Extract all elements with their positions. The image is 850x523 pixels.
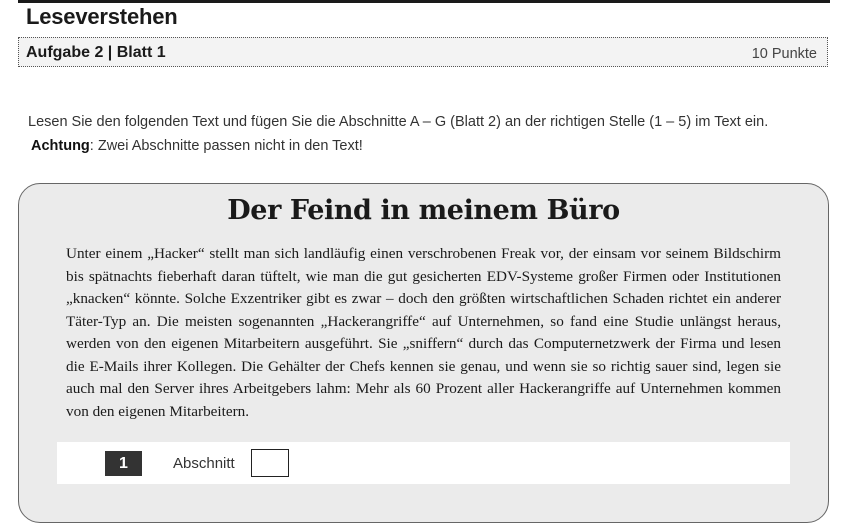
answer-label: Abschnitt bbox=[173, 455, 235, 472]
instruction-text: Lesen Sie den folgenden Text und fügen Sie die Abschnitte A – G (Blatt 2) an der richtigen Stelle (1 – 5) im Text ein. bbox=[28, 114, 769, 130]
task-header bbox=[18, 37, 828, 67]
instruction-note bbox=[28, 134, 828, 158]
note-label: Achtung bbox=[31, 138, 90, 154]
gap-number-badge: 1 bbox=[105, 451, 142, 476]
section-title: Leseverstehen bbox=[26, 4, 178, 29]
task-points: 10 Punkte bbox=[751, 46, 817, 62]
answer-row bbox=[57, 442, 790, 484]
task-title: Aufgabe 2 | Blatt 1 bbox=[26, 44, 166, 61]
article-card bbox=[18, 183, 829, 523]
article-body: Unter einem „Hacker“ stellt man sich landläufig einen verschrobenen Freak vor, der einsam vor seinem Bildschirm bis spätnachts fieberhaft daran tüftelt, wie man die gut gesicherten EDV-Systeme großer Firmen oder Institutionen „knacken“ könnte. Solche Exzentriker gibt es zwar – doch den größten wirtschaftlichen Schaden richtet ein anderer Täter-Typ an. Die meisten sogenannten „Hackerangriffe“ auf Unternehmen, so fand eine Studie unlängst heraus, werden von den eigenen Mitarbeitern ausgeführt. Sie „sniffern“ durch das Computernetzwerk der Firma und lesen die E-Mails ihrer Kollegen. Die Gehälter der Chefs kennen sie genau, und wenn sie so richtig sauer sind, legen sie auch mal den Server ihres Arbeitgebers lahm: Mehr als 60 Prozent aller Hackerangriffe auf Unternehmen kommen von den eigenen Mitarbeitern. bbox=[66, 245, 781, 420]
article-title: Der Feind in meinem Büro bbox=[227, 195, 620, 226]
note-text: : Zwei Abschnitte passen nicht in den Text! bbox=[89, 138, 363, 154]
answer-box[interactable] bbox=[251, 449, 289, 477]
instructions bbox=[28, 110, 828, 158]
top-rule bbox=[18, 0, 830, 3]
